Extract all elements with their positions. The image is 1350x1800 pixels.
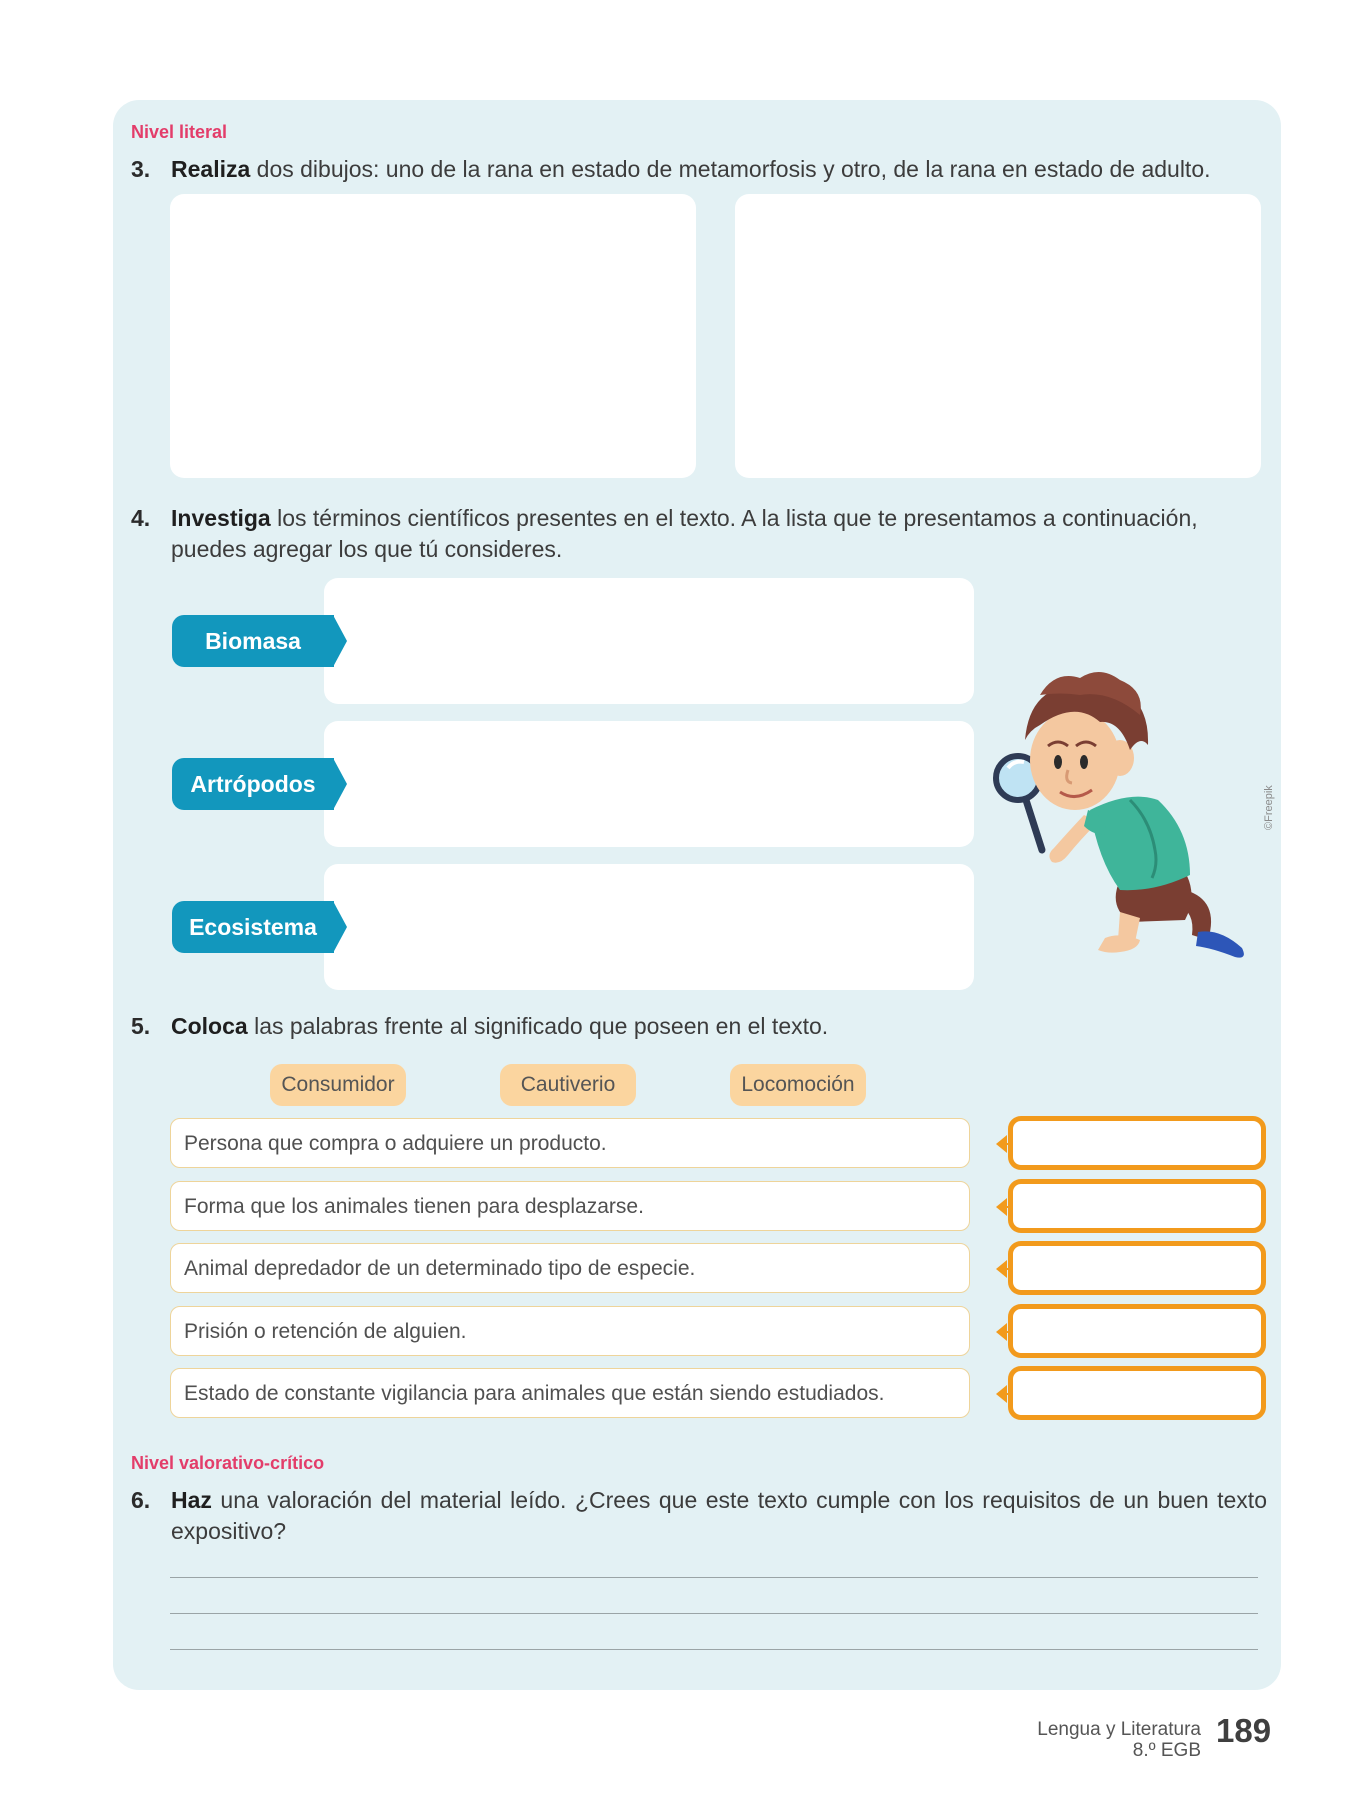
answer-writing-line[interactable] bbox=[170, 1613, 1258, 1614]
answer-box[interactable] bbox=[1008, 1366, 1266, 1420]
definition-text: Persona que compra o adquiere un producto. bbox=[170, 1118, 970, 1168]
connector-arrow bbox=[996, 1385, 1007, 1403]
question-number: 4. bbox=[131, 505, 151, 531]
definition-row bbox=[170, 1118, 1268, 1170]
question-verb: Investiga bbox=[171, 505, 271, 531]
definition-text: Animal depredador de un determinado tipo de especie. bbox=[170, 1243, 970, 1293]
term-tag-biomasa: Biomasa bbox=[172, 615, 334, 667]
question-text: los términos científicos presentes en el texto. A la lista que te presentamos a continuación, puedes agregar los que tú consideres. bbox=[171, 505, 1198, 562]
definition-text: Estado de constante vigilancia para animales que están siendo estudiados. bbox=[170, 1368, 970, 1418]
question-text: una valoración del material leído. ¿Crees que este texto cumple con los requisitos de un buen texto expositivo? bbox=[171, 1487, 1267, 1544]
connector-arrow bbox=[996, 1323, 1007, 1341]
term-tag-artropodos: Artrópodos bbox=[172, 758, 334, 810]
question-5 bbox=[131, 1011, 1267, 1042]
word-chip-consumidor[interactable]: Consumidor bbox=[270, 1064, 406, 1106]
answer-box[interactable] bbox=[1008, 1179, 1266, 1233]
word-chip-cautiverio[interactable]: Cautiverio bbox=[500, 1064, 636, 1106]
section-label-literal: Nivel literal bbox=[131, 122, 228, 142]
word-chip-locomocion[interactable]: Locomoción bbox=[730, 1064, 866, 1106]
image-credit: ©Freepik bbox=[1263, 785, 1275, 830]
question-verb: Haz bbox=[171, 1487, 212, 1513]
question-text: las palabras frente al significado que poseen en el texto. bbox=[247, 1013, 829, 1039]
footer-grade: 8.º EGB bbox=[1132, 1740, 1201, 1761]
definition-row bbox=[170, 1306, 1268, 1358]
question-number: 5. bbox=[131, 1013, 151, 1039]
definition-row bbox=[170, 1243, 1268, 1295]
answer-box[interactable] bbox=[1008, 1116, 1266, 1170]
connector-arrow bbox=[996, 1135, 1007, 1153]
connector-arrow bbox=[996, 1198, 1007, 1216]
question-number: 3. bbox=[131, 156, 151, 182]
footer-subject: Lengua y Literatura bbox=[1037, 1719, 1201, 1740]
section-label-critical: Nivel valorativo-crítico bbox=[131, 1453, 325, 1473]
definition-text: Forma que los animales tienen para desplazarse. bbox=[170, 1181, 970, 1231]
term-answer-box-biomasa[interactable] bbox=[324, 578, 974, 704]
definition-text: Prisión o retención de alguien. bbox=[170, 1306, 970, 1356]
drawing-box-adult[interactable] bbox=[735, 194, 1261, 478]
definition-row bbox=[170, 1181, 1268, 1233]
question-text: dos dibujos: uno de la rana en estado de metamorfosis y otro, de la rana en estado de adulto. bbox=[250, 156, 1211, 182]
question-6 bbox=[131, 1485, 1267, 1547]
term-answer-box-artropodos[interactable] bbox=[324, 721, 974, 847]
question-4 bbox=[131, 503, 1267, 565]
connector-arrow bbox=[996, 1260, 1007, 1278]
answer-box[interactable] bbox=[1008, 1304, 1266, 1358]
term-tag-ecosistema: Ecosistema bbox=[172, 901, 334, 953]
question-number: 6. bbox=[131, 1487, 151, 1513]
question-verb: Coloca bbox=[171, 1013, 248, 1039]
term-answer-box-ecosistema[interactable] bbox=[324, 864, 974, 990]
answer-writing-line[interactable] bbox=[170, 1577, 1258, 1578]
answer-writing-line[interactable] bbox=[170, 1649, 1258, 1650]
question-verb: Realiza bbox=[171, 156, 251, 182]
page-number: 189 bbox=[1216, 1712, 1272, 1749]
drawing-box-metamorphosis[interactable] bbox=[170, 194, 696, 478]
question-3 bbox=[131, 154, 1267, 185]
answer-box[interactable] bbox=[1008, 1241, 1266, 1295]
definition-row bbox=[170, 1368, 1268, 1420]
boy-with-magnifier-illustration bbox=[980, 650, 1250, 960]
